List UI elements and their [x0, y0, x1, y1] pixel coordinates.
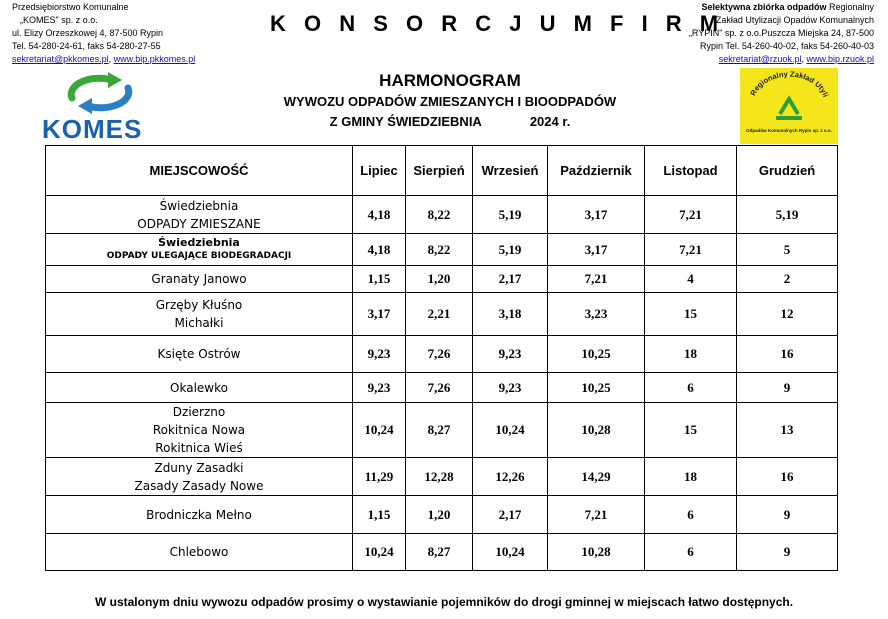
date-cell: 8,22 [406, 196, 473, 234]
place-name: Okalewko [170, 380, 228, 395]
date-cell: 7,21 [548, 266, 645, 293]
place-name: ODPADY ZMIESZANE [137, 216, 261, 231]
table-row [46, 196, 838, 234]
heading-line1: HARMONOGRAM [379, 71, 521, 90]
date-cell: 9,23 [473, 336, 548, 373]
table-row [46, 496, 838, 534]
rzuok-line3: „RYPIN" sp. z o.o.Puszcza Miejska 24, 87-500 [688, 28, 874, 38]
date-cell: 1,20 [406, 496, 473, 534]
page-title: K O N S O R C J U M F I R M [270, 11, 725, 36]
date-cell: 9,23 [473, 373, 548, 403]
date-cell: 9 [737, 496, 838, 534]
date-cell: 3,17 [548, 234, 645, 266]
www-link[interactable]: www.bip.pkkomes.pl [113, 54, 196, 64]
rzuok-line1-rest: Regionalny [826, 2, 874, 12]
date-cell: 16 [737, 336, 838, 373]
date-cell: 10,24 [473, 534, 548, 571]
date-cell: 15 [645, 293, 737, 336]
footer-note: W ustalonym dniu wywozu odpadów prosimy o wystawianie pojemników do drogi gminnej w miejscach łatwo dostępnych. [94, 595, 794, 609]
company-address: ul. Elizy Orzeszkowej 4, 87-500 Rypin [12, 28, 164, 38]
date-cell: 3,18 [473, 293, 548, 336]
date-cell: 13 [737, 403, 838, 458]
date-cell: 18 [645, 458, 737, 496]
date-cell: 9,23 [353, 373, 406, 403]
date-cell: 7,26 [406, 336, 473, 373]
date-cell: 10,25 [548, 373, 645, 403]
date-cell: 10,28 [548, 534, 645, 571]
date-cell: 10,25 [548, 336, 645, 373]
date-cell: 1,15 [353, 266, 406, 293]
place-name: Michałki [174, 316, 224, 330]
rzuok-email-link[interactable]: sekretariat@rzuok.pl [718, 54, 802, 64]
table-row [46, 403, 838, 458]
email-link[interactable]: sekretariat@pkkomes.pl [12, 54, 109, 64]
place-name: ODPADY ULEGAJĄCE BIODEGRADACJI [106, 251, 292, 261]
komes-logo-text: KOMES [42, 114, 143, 144]
company-name: „KOMES" sp. z o.o. [20, 15, 98, 25]
place-name: Zasady Zasady Nowe [134, 478, 264, 493]
date-cell: 9,23 [353, 336, 406, 373]
company-phone: Tel. 54-280-24-61, faks 54-280-27-55 [12, 41, 161, 51]
rzuok-sub-text: Odpadów Komunalnych Rypin sp. z o.o. [746, 128, 832, 133]
place-cell [46, 234, 353, 266]
place-cell [46, 534, 353, 571]
place-name: Księte Ostrów [157, 347, 241, 361]
place-name: Grzęby Kłuśno [155, 298, 243, 312]
table-row [46, 373, 838, 403]
place-name: Świedziebnia [159, 198, 239, 213]
date-cell: 12 [737, 293, 838, 336]
date-cell: 5,19 [737, 196, 838, 234]
rzuok-logo [740, 68, 838, 144]
column-header-month: Lipiec [353, 146, 406, 196]
date-cell: 2,17 [473, 496, 548, 534]
date-cell: 10,28 [548, 403, 645, 458]
date-cell: 12,28 [406, 458, 473, 496]
heading-year: 2024 r. [529, 114, 571, 129]
place-cell [46, 266, 353, 293]
table-header-row [46, 146, 838, 196]
column-header-month: Grudzień [737, 146, 838, 196]
column-header-month: Październik [548, 146, 645, 196]
date-cell: 3,23 [548, 293, 645, 336]
rzuok-line1-bold: Selektywna zbiórka odpadów [701, 2, 827, 12]
place-name: Zduny Zasadki [154, 460, 244, 475]
recycle-arrows-icon [42, 70, 158, 116]
table-row [46, 534, 838, 571]
date-cell: 2,21 [406, 293, 473, 336]
place-name: Świedziebnia [158, 236, 240, 249]
link-separator: , [108, 54, 114, 64]
table-row [46, 336, 838, 373]
left-contact-block [12, 1, 252, 66]
date-cell: 8,27 [406, 534, 473, 571]
date-cell: 4,18 [353, 196, 406, 234]
place-cell [46, 496, 353, 534]
place-name: Rokitnica Nowa [152, 423, 246, 437]
table-row [46, 234, 838, 266]
rzuok-line2: Zakład Utylizacji Opadów Komunalnych [715, 15, 874, 25]
place-cell [46, 403, 353, 458]
place-cell [46, 196, 353, 234]
place-cell [46, 336, 353, 373]
date-cell: 18 [645, 336, 737, 373]
schedule-table [45, 145, 838, 571]
column-header-month: Wrzesień [473, 146, 548, 196]
date-cell: 8,27 [406, 403, 473, 458]
rzuok-line4: Rypin Tel. 54-260-40-02, faks 54-260-40-03 [700, 41, 874, 51]
heading-line2: WYWOZU ODPADÓW ZMIESZANYCH I BIOODPADÓW [283, 94, 617, 109]
right-contact-block [624, 1, 874, 66]
table-row [46, 266, 838, 293]
date-cell: 3,17 [353, 293, 406, 336]
date-cell: 15 [645, 403, 737, 458]
date-cell: 2 [737, 266, 838, 293]
table-row [46, 458, 838, 496]
date-cell: 6 [645, 373, 737, 403]
date-cell: 11,29 [353, 458, 406, 496]
date-cell: 9 [737, 373, 838, 403]
date-cell: 8,22 [406, 234, 473, 266]
place-cell [46, 458, 353, 496]
date-cell: 10,24 [353, 403, 406, 458]
date-cell: 7,21 [548, 496, 645, 534]
date-cell: 4,18 [353, 234, 406, 266]
date-cell: 16 [737, 458, 838, 496]
date-cell: 7,21 [645, 196, 737, 234]
date-cell: 14,29 [548, 458, 645, 496]
date-cell: 2,17 [473, 266, 548, 293]
date-cell: 6 [645, 496, 737, 534]
date-cell: 1,20 [406, 266, 473, 293]
column-header-month: Listopad [645, 146, 737, 196]
komes-logo [42, 70, 158, 144]
date-cell: 3,17 [548, 196, 645, 234]
place-name: Chlebowo [169, 545, 229, 559]
date-cell: 1,15 [353, 496, 406, 534]
date-cell: 6 [645, 534, 737, 571]
date-cell: 10,24 [353, 534, 406, 571]
date-cell: 10,24 [473, 403, 548, 458]
date-cell: 5,19 [473, 234, 548, 266]
date-cell: 5,19 [473, 196, 548, 234]
schedule-heading [230, 70, 670, 132]
rzuok-www-link[interactable]: www.bip.rzuok.pl [806, 54, 874, 64]
rzuok-link-separator: , [801, 54, 807, 64]
column-header-month: Sierpień [406, 146, 473, 196]
place-name: Rokitnica Wieś [155, 441, 243, 455]
place-cell [46, 373, 353, 403]
rzuok-arc-text: Regionalny Zakład Utyli [748, 69, 831, 99]
date-cell: 7,26 [406, 373, 473, 403]
table-row [46, 293, 838, 336]
place-cell [46, 293, 353, 336]
date-cell: 9 [737, 534, 838, 571]
date-cell: 12,26 [473, 458, 548, 496]
date-cell: 4 [645, 266, 737, 293]
date-cell: 7,21 [645, 234, 737, 266]
column-header-place: MIEJSCOWOŚĆ [46, 146, 353, 196]
date-cell: 5 [737, 234, 838, 266]
heading-line3: Z GMINY ŚWIEDZIEBNIA [329, 114, 482, 129]
company-label: Przedsiębiorstwo Komunalne [12, 2, 129, 12]
place-name: Dzierzno [172, 405, 226, 419]
place-name: Brodniczka Mełno [146, 507, 252, 522]
place-name: Granaty Janowo [151, 272, 247, 286]
